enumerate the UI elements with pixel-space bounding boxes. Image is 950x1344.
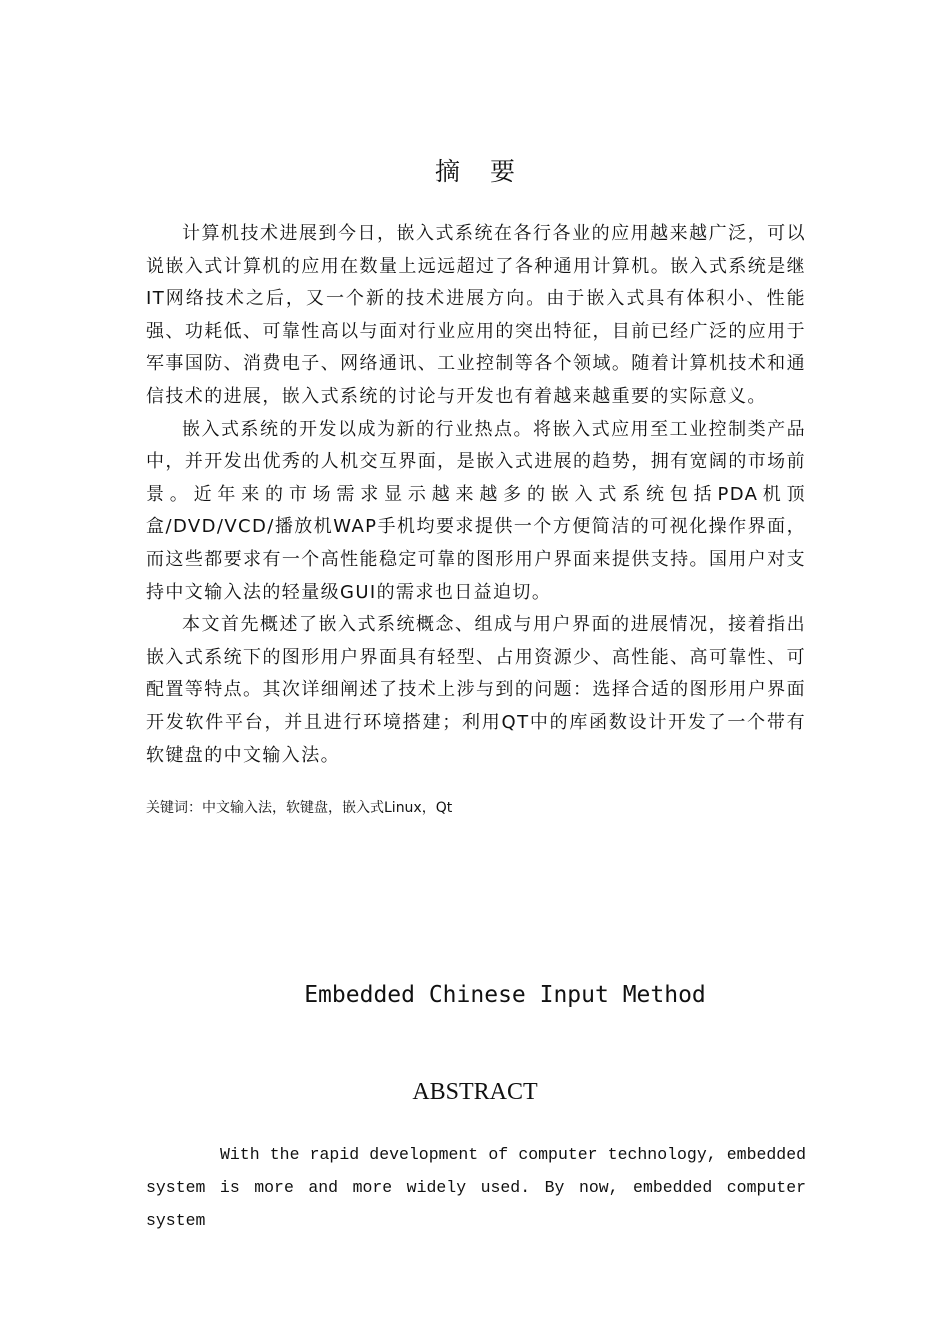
chinese-paragraph-3: 本文首先概述了嵌入式系统概念、组成与用户界面的进展情况，接着指出嵌入式系统下的图形用户界面具有轻型、占用资源少、高性能、高可靠性、可配置等特点。其次详细阐述了技术上涉与到的问题：选择合适的图形用户界面开发软件平台，并且进行环境搭建；利用QT中的库函数设计开发了一个带有软键盘的中文输入法。 [146,614,806,766]
english-abstract-body [146,1138,806,1237]
chinese-paragraph-1: 计算机技术进展到今日，嵌入式系统在各行各业的应用越来越广泛，可以说嵌入式计算机的应用在数量上远远超过了各种通用计算机。嵌入式系统是继IT网络技术之后，又一个新的技术进展方向。由于嵌入式具有体积小、性能强、功耗低、可靠性高以与面对行业应用的突出特征，目前已经广泛的应用于军事国防、消费电子、网络通讯、工业控制等各个领域。随着计算机技术和通信技术的进展，嵌入式系统的讨论与开发也有着越来越重要的实际意义。 [146,223,806,407]
english-abstract-heading: ABSTRACT [412,1079,538,1105]
english-paper-title: Embedded Chinese Input Method [304,982,706,1008]
chinese-abstract-title: 摘要 [434,157,545,186]
chinese-abstract-body [146,218,806,772]
english-paragraph-1: With the rapid development of computer technology, embedded system is more and more widely used. By now, embedded computer system [146,1145,806,1230]
chinese-paragraph-2: 嵌入式系统的开发以成为新的行业热点。将嵌入式应用至工业控制类产品中，并开发出优秀的人机交互界面，是嵌入式进展的趋势，拥有宽阔的市场前景。近年来的市场需求显示越来越多的嵌入式系统包括PDA机顶盒/DVD/VCD/播放机WAP手机均要求提供一个方便简洁的可视化操作界面，而这些都要求有一个高性能稳定可靠的图形用户界面来提供支持。国用户对支持中文输入法的轻量级GUI的需求也日益迫切。 [146,418,806,603]
chinese-keywords: 关键词：中文输入法，软键盘，嵌入式Linux，Qt [146,800,453,816]
